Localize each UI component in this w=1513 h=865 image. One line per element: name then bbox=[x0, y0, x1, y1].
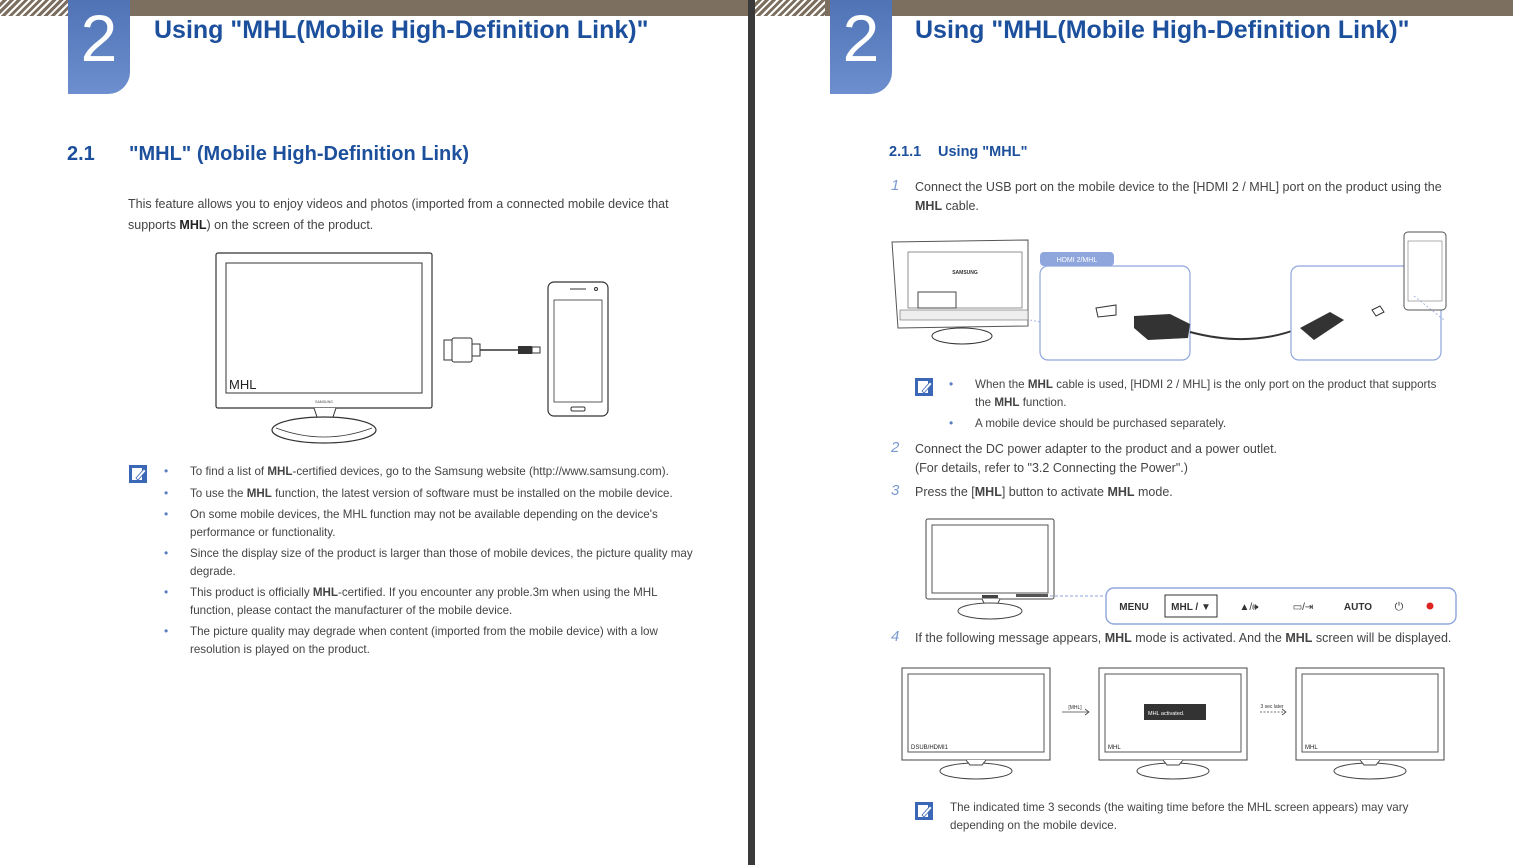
step-4: 4 If the following message appears, MHL mode is activated. And the MHL screen will be displayed. bbox=[891, 628, 1452, 645]
header-hatch bbox=[755, 0, 825, 16]
mhl-activated-message: MHL activated. bbox=[1148, 711, 1185, 717]
left-page bbox=[0, 0, 748, 865]
intro-paragraph: This feature allows you to enjoy videos and photos (imported from a connected mobile device that supports MHL) on the screen of the product. bbox=[128, 197, 669, 232]
sequence-arrow-2-label: 3 sec later bbox=[1260, 704, 1284, 710]
right-page bbox=[755, 0, 1513, 865]
subsection-title: Using "MHL" bbox=[938, 144, 1028, 160]
monitor-illustration bbox=[216, 253, 432, 443]
mhl-activation-sequence bbox=[900, 664, 1450, 788]
step-1: 1 Connect the USB port on the mobile device to the [HDMI 2 / MHL] port on the product using the MHL cable. bbox=[891, 177, 1442, 213]
note-item: • To use the MHL function, the latest version of software must be installed on the mobile device. bbox=[164, 485, 704, 503]
note-item: • This product is officially MHL-certified. If you encounter any proble.3m when using the MHL function, please contact the manufacturer of the mobile device. bbox=[164, 584, 670, 619]
note-item: • The picture quality may degrade when content (imported from the mobile device) with a low resolution is played on the product. bbox=[164, 623, 670, 658]
menu-button[interactable]: MENU bbox=[1119, 602, 1149, 613]
source-button[interactable]: ▭/⇥ bbox=[1292, 602, 1314, 613]
step1-notes bbox=[949, 376, 1454, 437]
monitor-state-3 bbox=[1296, 668, 1444, 779]
monitor-brand: SAMSUNG bbox=[952, 270, 978, 276]
phone-callout bbox=[1291, 232, 1446, 360]
note-item: • To find a list of MHL-certified devices, go to the Samsung website (http://www.samsung.com). bbox=[164, 463, 704, 481]
monitor-state-2 bbox=[1099, 668, 1247, 779]
volume-button[interactable]: ▲/🕪 bbox=[1239, 602, 1259, 613]
mhl-connection-figure bbox=[210, 250, 620, 455]
note-item: • On some mobile devices, the MHL function may not be available depending on the device's performance or functionality. bbox=[164, 506, 670, 541]
sequence-arrow-1-label: [MHL] bbox=[1068, 705, 1082, 711]
chapter-title: Using "MHL(Mobile High-Definition Link)" bbox=[154, 16, 649, 44]
section-number: 2.1 bbox=[67, 143, 95, 165]
note-item: • A mobile device should be purchased separately. bbox=[949, 415, 1454, 433]
monitor-brand: SAMSUNG bbox=[315, 400, 333, 404]
monitor-back-illustration bbox=[892, 240, 1028, 344]
note-item: • When the MHL cable is used, [HDMI 2 / MHL] is the only port on the product that supports the MHL function. bbox=[949, 376, 1454, 411]
monitor-front-illustration bbox=[926, 519, 1054, 619]
note-icon bbox=[915, 378, 933, 396]
chapter-number-tab: 2 bbox=[68, 0, 130, 94]
screen-label-2: MHL bbox=[1108, 745, 1121, 751]
phone-illustration bbox=[548, 282, 608, 416]
note-item: • Since the display size of the product is larger than those of mobile devices, the picture quality may degrade. bbox=[164, 545, 704, 580]
button-panel-diagram bbox=[920, 515, 1460, 625]
auto-button[interactable]: AUTO bbox=[1343, 602, 1373, 613]
chapter-title: Using "MHL(Mobile High-Definition Link)" bbox=[915, 16, 1410, 44]
button-bar bbox=[1106, 588, 1456, 624]
screen-label-1: DSUB/HDMI1 bbox=[911, 745, 949, 751]
chapter-number-tab: 2 bbox=[830, 0, 892, 94]
step-3: 3 Press the [MHL] button to activate MHL mode. bbox=[891, 482, 1173, 499]
hdmi-port-label: HDMI 2/MHL bbox=[1056, 257, 1098, 264]
section-title: "MHL" (Mobile High-Definition Link) bbox=[129, 143, 470, 165]
timing-note: The indicated time 3 seconds (the waiting time before the MHL screen appears) may vary depending on the mobile device. bbox=[950, 801, 1409, 832]
note-icon bbox=[915, 802, 933, 820]
step-2: 2 Connect the DC power adapter to the product and a power outlet. (For details, refer to "3.2 Connecting the Power".) bbox=[891, 439, 1278, 475]
hdmi-port-callout bbox=[1040, 252, 1190, 360]
header-hatch bbox=[0, 0, 70, 16]
monitor-screen-label: MHL bbox=[229, 377, 257, 392]
power-led-icon bbox=[1427, 603, 1434, 610]
connection-diagram bbox=[890, 228, 1450, 368]
notes-list bbox=[164, 463, 704, 662]
note-icon bbox=[129, 465, 147, 483]
subsection-number: 2.1.1 bbox=[889, 144, 922, 160]
power-button[interactable]: ⏻ bbox=[1394, 601, 1404, 613]
mhl-button[interactable]: MHL / ▼ bbox=[1171, 602, 1211, 613]
mhl-cable-illustration bbox=[444, 338, 540, 362]
screen-label-3: MHL bbox=[1305, 745, 1318, 751]
monitor-state-1 bbox=[902, 668, 1050, 779]
